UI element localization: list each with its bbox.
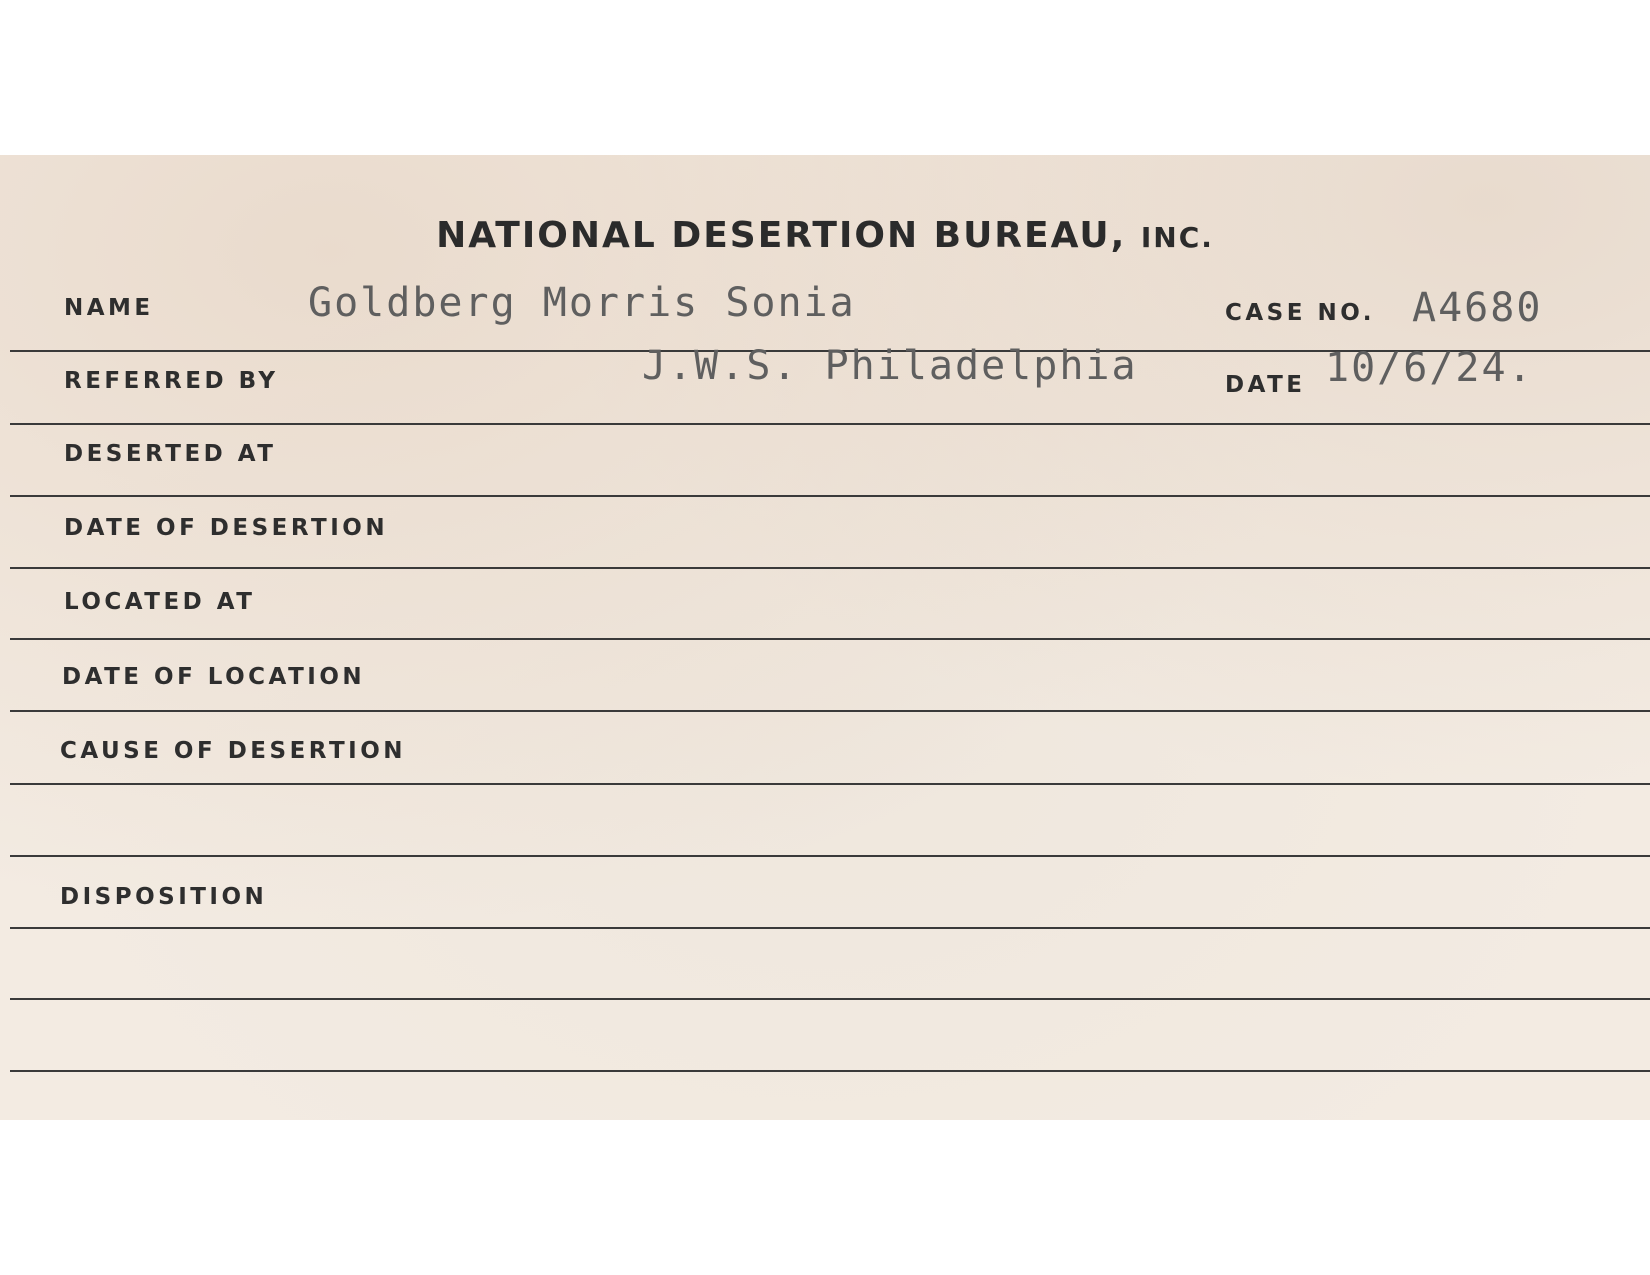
date-of-desertion-label: DATE OF DESERTION bbox=[64, 515, 389, 541]
card-title-main: NATIONAL DESERTION BUREAU, bbox=[436, 215, 1127, 256]
located-at-line bbox=[10, 638, 1650, 640]
referred-by-label: REFERRED BY bbox=[64, 368, 279, 394]
cause-of-desertion-line bbox=[10, 783, 1650, 785]
disposition-label: DISPOSITION bbox=[60, 884, 268, 910]
date-label: DATE bbox=[1225, 372, 1306, 398]
deserted-at-label: DESERTED AT bbox=[64, 441, 277, 467]
deserted-at-line bbox=[10, 495, 1650, 497]
disposition-line bbox=[10, 927, 1650, 929]
name-value: Goldberg Morris Sonia bbox=[308, 280, 856, 326]
card-title-suffix: INC. bbox=[1140, 221, 1214, 254]
card-title bbox=[0, 215, 1650, 256]
date-of-desertion-line bbox=[10, 567, 1650, 569]
located-at-label: LOCATED AT bbox=[64, 589, 256, 615]
cause-of-desertion-line-2 bbox=[10, 855, 1650, 857]
name-label: NAME bbox=[64, 295, 154, 321]
disposition-line-3 bbox=[10, 1070, 1650, 1072]
referred-by-value: J.W.S. Philadelphia bbox=[642, 343, 1138, 389]
referred-by-line bbox=[10, 423, 1650, 425]
date-of-location-label: DATE OF LOCATION bbox=[62, 664, 366, 690]
index-card bbox=[0, 155, 1650, 1120]
date-value: 10/6/24. bbox=[1325, 345, 1534, 391]
case-no-label: CASE NO. bbox=[1225, 300, 1375, 326]
date-of-location-line bbox=[10, 710, 1650, 712]
disposition-line-2 bbox=[10, 998, 1650, 1000]
cause-of-desertion-label: CAUSE OF DESERTION bbox=[60, 738, 407, 764]
case-no-value: A4680 bbox=[1412, 285, 1543, 331]
